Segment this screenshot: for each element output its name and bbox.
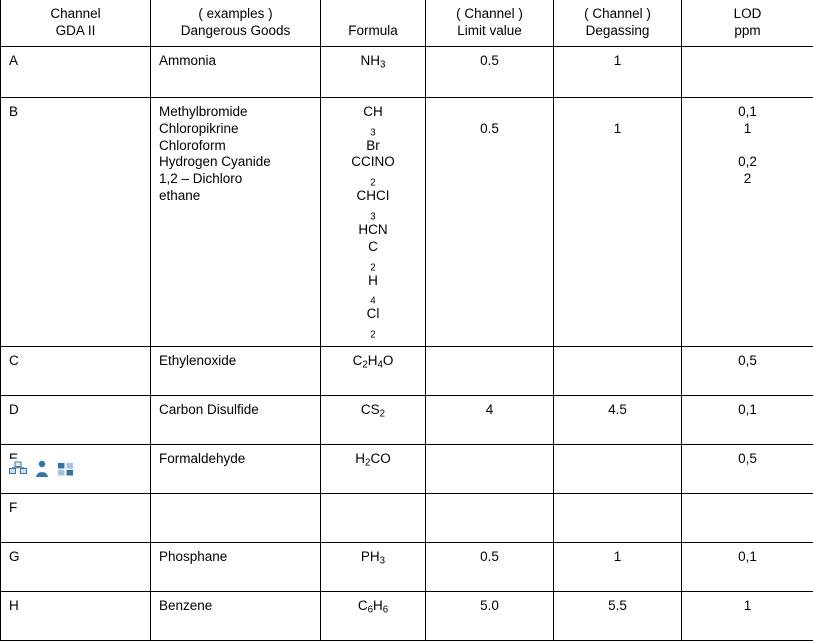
cell-limit-value [426, 445, 554, 494]
cell-degassing: 1 [554, 543, 682, 592]
cell-formula [321, 46, 426, 97]
table-row [1, 46, 813, 97]
cell-formula [321, 445, 426, 494]
cell-limit-value [426, 347, 554, 396]
cell-channel: F [1, 494, 151, 543]
limit-value: 0.5 [434, 121, 545, 138]
formula-nh3: $NH_3$ [361, 53, 386, 68]
header-line: Channel [9, 6, 142, 23]
header-line: Limit value [434, 23, 545, 40]
table-row [1, 592, 813, 641]
header-line: Dangerous Goods [159, 23, 312, 40]
limit-stack [434, 104, 545, 138]
header-line: GDA II [9, 23, 142, 40]
lod-item: 0,2 [690, 154, 805, 171]
goods-item: Chloroform [159, 138, 312, 155]
table-header-row [1, 0, 813, 46]
lod-item: 1 [690, 121, 805, 138]
table-row [1, 445, 813, 494]
header-cell-channel [1, 0, 151, 46]
formula-c2h4o: $C_2H_4O$ [353, 353, 394, 368]
header-line: ( Channel ) [434, 6, 545, 23]
cell-formula [321, 592, 426, 641]
cell-lod [682, 97, 813, 346]
header-line: Degassing [562, 23, 673, 40]
cell-goods [151, 97, 321, 346]
header-cell-lod-ppm [682, 0, 813, 46]
goods-item: Chloropikrine [159, 121, 312, 138]
table-row [1, 494, 813, 543]
goods-item: ethane [159, 188, 312, 205]
lod-list [690, 104, 805, 188]
table-row [1, 396, 813, 445]
tiles-view-icon[interactable] [57, 461, 75, 482]
cell-degassing: 1 [554, 46, 682, 97]
cell-channel: B [1, 97, 151, 346]
cell-goods: Ethylenoxide [151, 347, 321, 396]
cell-formula [321, 396, 426, 445]
cell-formula [321, 494, 426, 543]
degassing-value: 1 [562, 121, 673, 138]
cell-goods: Ammonia [151, 46, 321, 97]
lod-item: 2 [690, 171, 805, 188]
formula-h2co: $H_2CO$ [355, 451, 390, 466]
goods-item: Hydrogen Cyanide [159, 154, 312, 171]
table-row [1, 347, 813, 396]
cell-degassing: 5.5 [554, 592, 682, 641]
cell-formula [321, 347, 426, 396]
header-cell-degassing [554, 0, 682, 46]
lod-item: 0,1 [690, 104, 805, 121]
header-cell-limit-value [426, 0, 554, 46]
header-line: ppm [690, 23, 805, 40]
goods-list [159, 104, 312, 205]
table-row [1, 97, 813, 346]
cell-lod [682, 494, 813, 543]
cell-goods: Benzene [151, 592, 321, 641]
cell-degassing [554, 347, 682, 396]
header-line: Formula [329, 23, 417, 40]
cell-limit-value: 5.0 [426, 592, 554, 641]
cell-lod: 0,1 [682, 543, 813, 592]
degassing-stack [562, 104, 673, 138]
cell-goods: Formaldehyde [151, 445, 321, 494]
cell-goods: Phosphane [151, 543, 321, 592]
cell-lod: 0,1 [682, 396, 813, 445]
header-line: ( Channel ) [562, 6, 673, 23]
formula-hcn: HCN [329, 222, 417, 239]
cell-limit-value [426, 494, 554, 543]
formula-ch3br: CH $_3$ Br [329, 104, 417, 155]
header-line: ( examples ) [159, 6, 312, 23]
cell-goods: Carbon Disulfide [151, 396, 321, 445]
cell-goods [151, 494, 321, 543]
cell-channel: H [1, 592, 151, 641]
cell-formula [321, 543, 426, 592]
formula-c2h4cl2: C $_2$ H $_4$ Cl $_2$ [329, 239, 417, 340]
cell-degassing [554, 445, 682, 494]
formula-cs2: $CS_2$ [361, 402, 385, 417]
cell-degassing [554, 494, 682, 543]
formula-ph3: $PH_3$ [361, 549, 385, 564]
overlay-icon-cluster[interactable] [6, 459, 80, 483]
formula-c6h6: $C_6H_6$ [358, 598, 388, 613]
header-cell-dangerous-goods [151, 0, 321, 46]
goods-item: 1,2 – Dichloro [159, 171, 312, 188]
person-user-icon[interactable] [35, 460, 49, 483]
table-row [1, 543, 813, 592]
cell-channel: A [1, 46, 151, 97]
cell-limit-value [426, 97, 554, 346]
header-cell-formula [321, 0, 426, 46]
cell-limit-value: 4 [426, 396, 554, 445]
cell-channel: C [1, 347, 151, 396]
cell-lod: 0,5 [682, 347, 813, 396]
cell-channel: G [1, 543, 151, 592]
formula-chci3: CHCI $_3$ [329, 188, 417, 222]
cell-channel: D [1, 396, 151, 445]
formula-ccino2: CCINO $_2$ [329, 154, 417, 188]
network-places-icon[interactable] [9, 461, 27, 482]
goods-item: Methylbromide [159, 104, 312, 121]
cell-degassing: 4.5 [554, 396, 682, 445]
cell-degassing [554, 97, 682, 346]
formula-list [329, 104, 417, 340]
cell-lod: 1 [682, 592, 813, 641]
cell-formula [321, 97, 426, 346]
cell-lod: 0,5 [682, 445, 813, 494]
cell-lod [682, 46, 813, 97]
cell-limit-value: 0.5 [426, 46, 554, 97]
cell-limit-value: 0.5 [426, 543, 554, 592]
header-line: LOD [690, 6, 805, 23]
